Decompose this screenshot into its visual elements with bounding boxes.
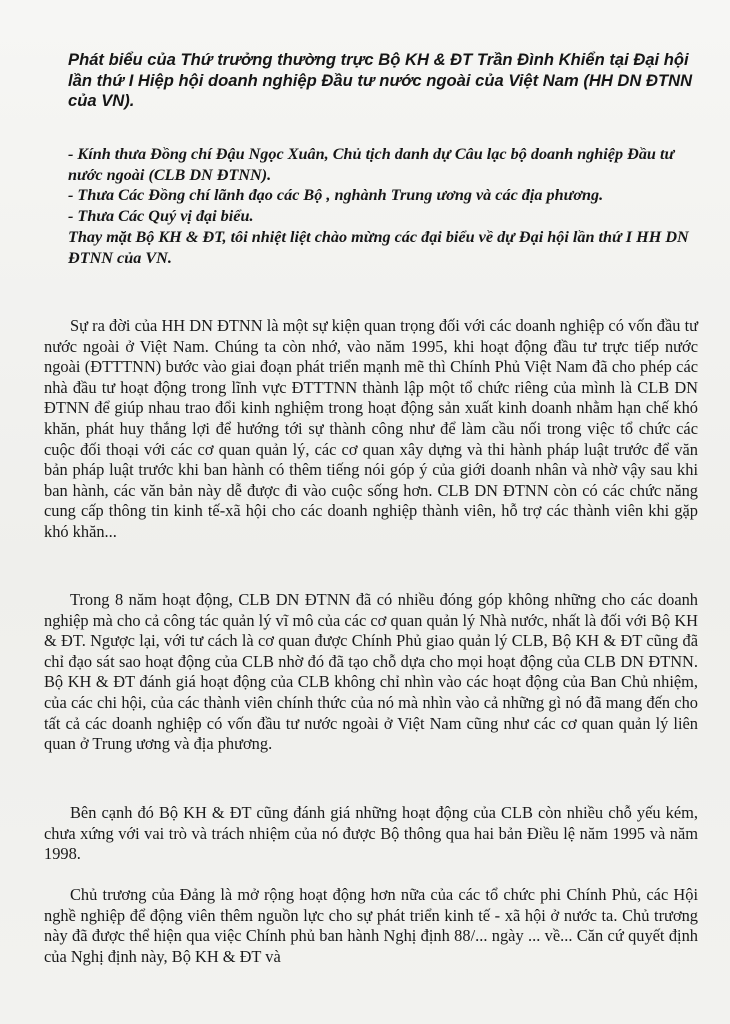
greeting-line: - Thưa Các Đồng chí lãnh đạo các Bộ , nghành Trung ương và các địa phương. [68, 186, 604, 205]
speech-title: Phát biểu của Thứ trưởng thường trực Bộ KH & ĐT Trần Đình Khiển tại Đại hội lần thứ I Hiệp hội doanh nghiệp Đầu tư nước ngoài của Việt Nam (HH DN ĐTNN của VN). [68, 50, 693, 110]
body-paragraph: Bên cạnh đó Bộ KH & ĐT cũng đánh giá những hoạt động của CLB còn nhiều chỗ yếu kém, chưa xứng với vai trò và trách nhiệm của nó được Bộ thông qua hai bản Điều lệ năm 1995 và năm 1998. [44, 803, 698, 864]
greeting-line: - Kính thưa Đồng chí Đậu Ngọc Xuân, Chủ tịch danh dự Câu lạc bộ doanh nghiệp Đầu tư nước ngoài (CLB DN ĐTNN). [68, 145, 675, 184]
greeting-line: - Thưa Các Quý vị đại biểu. [68, 207, 254, 226]
body-paragraph: Trong 8 năm hoạt động, CLB DN ĐTNN đã có nhiều đóng góp không những cho các doanh nghiệp mà cho cả công tác quản lý vĩ mô của các cơ quan quản lý Nhà nước, nhất là đối với Bộ KH & ĐT. Ngược lại, với tư cách là cơ quan được Chính Phủ giao quản lý CLB, Bộ KH & ĐT cũng đã chỉ đạo sát sao hoạt động của CLB nhờ đó đã tạo chỗ dựa cho mọi hoạt động của CLB DN ĐTNN. Bộ KH & ĐT đánh giá hoạt động của CLB không chỉ nhìn vào các hoạt động của Ban Chủ nhiệm, của các chi hội, của các thành viên chính thức của nó mà nhìn vào cả những gì nó đã mang đến cho tất cả các doanh nghiệp có vốn đầu tư nước ngoài ở Việt Nam cũng như các cơ quan quản lý liên quan ở Trung ương và địa phương. [44, 590, 698, 754]
body-paragraph: Sự ra đời của HH DN ĐTNN là một sự kiện quan trọng đối với các doanh nghiệp có vốn đầu tư nước ngoài ở Việt Nam. Chúng ta còn nhớ, vào năm 1995, khi hoạt động đầu tư trực tiếp nước ngoài (ĐTTTNN) bước vào giai đoạn phát triển mạnh mẽ thì Chính Phủ Việt Nam đã cho phép các nhà đầu tư hoạt động trong lĩnh vực ĐTTTNN thành lập một tổ chức riêng của mình là CLB DN ĐTNN để giúp nhau trao đổi kinh nghiệm trong hoạt động sản xuất kinh doanh nhằm hạn chế khó khăn, phát huy thắng lợi để hướng tới sự thành công như để làm cầu nối trong việc tổ chức các cuộc đối thoại với các cơ quan quản lý, các cơ quan xây dựng và thi hành pháp luật trước để văn bản pháp luật trước khi ban hành có thêm tiếng nói góp ý của giới doanh nhân và nhờ vậy sau khi ban hành, các văn bản này dễ được đi vào cuộc sống hơn. CLB DN ĐTNN còn có các chức năng cung cấp thông tin kinh tế-xã hội cho các doanh nghiệp thành viên, hỗ trợ các thành viên khi gặp khó khăn... [44, 316, 698, 541]
welcome-line: Thay mặt Bộ KH & ĐT, tôi nhiệt liệt chào mừng các đại biểu về dự Đại hội lần thứ I HH DN ĐTNN của VN. [68, 227, 689, 267]
greetings-block [68, 144, 698, 268]
body-paragraph: Chủ trương của Đảng là mở rộng hoạt động hơn nữa của các tổ chức phi Chính Phủ, các Hội nghề nghiệp để động viên thêm nguồn lực cho sự phát triển kinh tế - xã hội ở nước ta. Chủ trương này đã được thể hiện qua việc Chính phủ ban hành Nghị định 88/... ngày ... về... Căn cứ quyết định của Nghị định này, Bộ KH & ĐT và [44, 885, 698, 966]
